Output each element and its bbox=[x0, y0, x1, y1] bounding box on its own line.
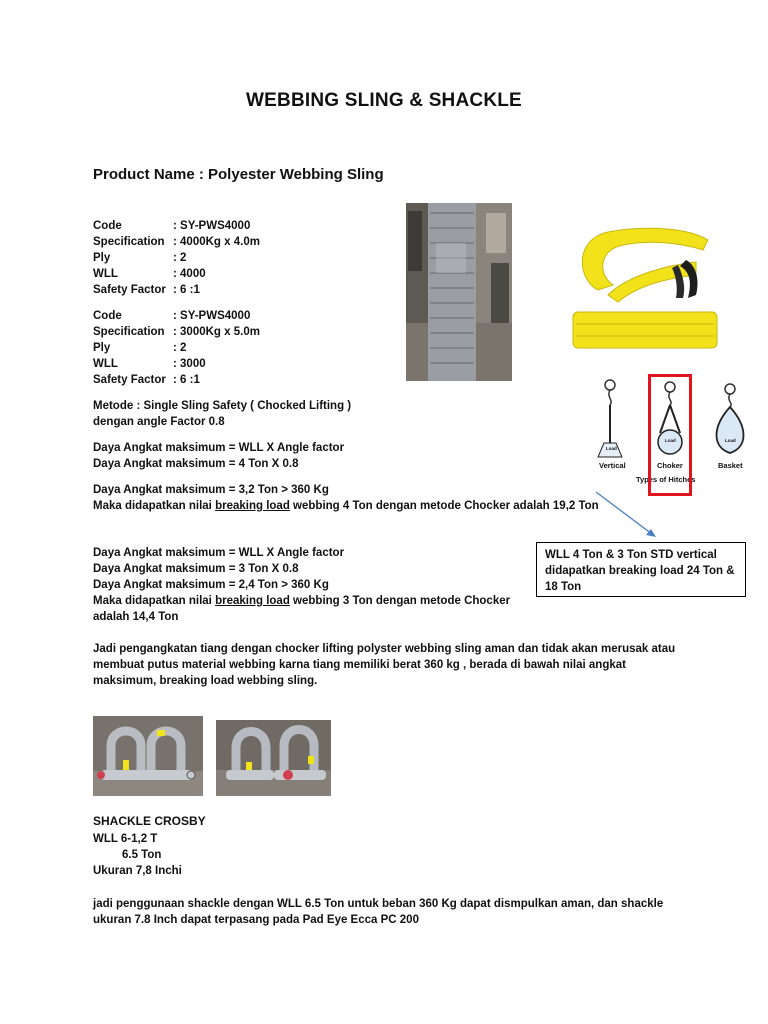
spec-key: Safety Factor bbox=[93, 374, 166, 386]
calc-line: Maka didapatkan nilai breaking load webbing 4 Ton dengan metode Chocker adalah 19,2 Ton bbox=[93, 500, 599, 512]
spec-block-2 bbox=[93, 308, 260, 388]
spec-value: : 6 :1 bbox=[173, 284, 200, 296]
arrow-icon bbox=[590, 488, 670, 544]
calc-line: Daya Angkat maksimum = WLL X Angle factor bbox=[93, 547, 345, 559]
calc-line: Daya Angkat maksimum = 2,4 Ton > 360 Kg bbox=[93, 579, 329, 591]
spec-block-1 bbox=[93, 218, 260, 298]
page-title: WEBBING SLING & SHACKLE bbox=[246, 90, 522, 111]
spec-key: Safety Factor bbox=[93, 284, 166, 296]
calc-line: adalah 14,4 Ton bbox=[93, 611, 179, 623]
spec-value: : 4000Kg x 4.0m bbox=[173, 236, 260, 248]
webbing-sling-photo bbox=[406, 203, 512, 381]
calc-block-1 bbox=[93, 440, 344, 472]
callout-box: WLL 4 Ton & 3 Ton STD vertical didapatkan breaking load 24 Ton & 18 Ton bbox=[536, 542, 746, 597]
conclusion-paragraph: Jadi pengangkatan tiang dengan chocker lifting polyster webbing sling aman dan tidak akan merusak atau membuat putus material webbing karna tiang memiliki berat 360 kg , berada di bawah nilai angkat maksimum, breaking load webbing sling. bbox=[93, 643, 676, 687]
calc-line: Daya Angkat maksimum = 4 Ton X 0.8 bbox=[93, 458, 299, 470]
method-line: Metode : Single Sling Safety ( Chocked Lifting ) bbox=[93, 400, 352, 412]
calc-block-2 bbox=[93, 545, 510, 625]
choker-highlight-box bbox=[648, 374, 692, 496]
load-label: Load bbox=[665, 438, 676, 443]
spec-value: : 4000 bbox=[173, 268, 206, 280]
shackle-photo-2 bbox=[216, 720, 331, 796]
shackle-wll-line-1: WLL 6-1,2 T bbox=[93, 833, 158, 845]
spec-key: Code bbox=[93, 310, 122, 322]
shackle-size: Ukuran 7,8 Inchi bbox=[93, 865, 182, 877]
method-text bbox=[93, 398, 351, 430]
hitch-caption: Types of Hitches bbox=[636, 475, 696, 484]
spec-value: : 3000Kg x 5.0m bbox=[173, 326, 260, 338]
breaking-load-term: breaking load bbox=[215, 500, 290, 512]
hitch-label-vertical: Vertical bbox=[599, 461, 626, 470]
spec-value: : 3000 bbox=[173, 358, 206, 370]
product-name: Product Name : Polyester Webbing Sling bbox=[93, 166, 384, 183]
calc-line: Daya Angkat maksimum = WLL X Angle factor bbox=[93, 442, 345, 454]
calc-line: Maka didapatkan nilai breaking load webbing 3 Ton dengan metode Chocker bbox=[93, 595, 511, 607]
spec-value: : 2 bbox=[173, 342, 187, 354]
load-label: Load bbox=[725, 438, 736, 443]
method-line: dengan angle Factor 0.8 bbox=[93, 416, 225, 428]
shackle-wll-line-2: 6.5 Ton bbox=[122, 849, 162, 861]
yellow-sling-photo bbox=[568, 220, 720, 355]
hitch-label-basket: Basket bbox=[718, 461, 743, 470]
spec-key: Ply bbox=[93, 252, 111, 264]
calc-line: Daya Angkat maksimum = 3 Ton X 0.8 bbox=[93, 563, 299, 575]
spec-value: : SY-PWS4000 bbox=[173, 220, 251, 232]
spec-key: Specification bbox=[93, 236, 165, 248]
shackle-heading: SHACKLE CROSBY bbox=[93, 814, 206, 828]
spec-value: : 6 :1 bbox=[173, 374, 200, 386]
spec-value: : 2 bbox=[173, 252, 187, 264]
calc-block-1b bbox=[93, 482, 599, 514]
shackle-conclusion: jadi penggunaan shackle dengan WLL 6.5 Ton untuk beban 360 Kg dapat dismpulkan aman, dan shackle ukuran 7.8 Inch dapat terpasang pada Pad Eye Ecca PC 200 bbox=[93, 898, 664, 926]
spec-key: WLL bbox=[93, 358, 118, 370]
shackle-photo-1 bbox=[93, 716, 203, 796]
calc-line: Daya Angkat maksimum = 3,2 Ton > 360 Kg bbox=[93, 484, 329, 496]
hitch-label-choker: Choker bbox=[657, 461, 683, 470]
load-label: Load bbox=[606, 446, 617, 451]
spec-key: Ply bbox=[93, 342, 111, 354]
spec-key: Code bbox=[93, 220, 122, 232]
spec-value: : SY-PWS4000 bbox=[173, 310, 251, 322]
spec-key: Specification bbox=[93, 326, 165, 338]
spec-key: WLL bbox=[93, 268, 118, 280]
breaking-load-term: breaking load bbox=[215, 595, 290, 607]
